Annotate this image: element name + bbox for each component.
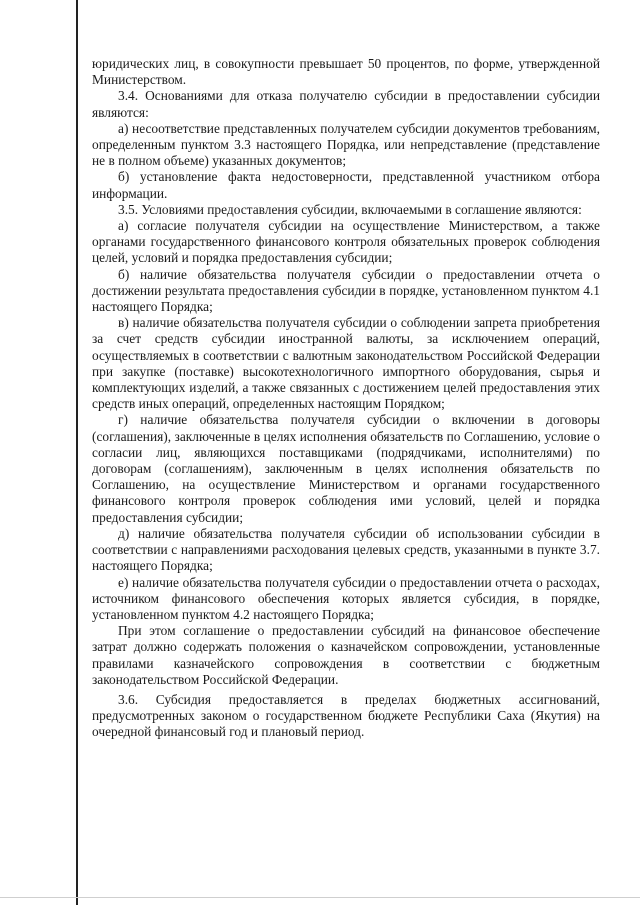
paragraph-3-5-d: д) наличие обязательства получателя субсидии об использовании субсидии в соответствии с направлениями расходования целевых средств, указанными в пункте 3.7. настоящего Порядка; — [92, 525, 600, 574]
document-body — [92, 56, 600, 741]
paragraph-3-6: 3.6. Субсидия предоставляется в пределах бюджетных ассигнований, предусмотренных законом о государственном бюджете Республики Саха (Якутия) на очередной финансовый год и плановый период. — [92, 691, 600, 740]
paragraph-3-5-b: б) наличие обязательства получателя субсидии о предоставлении отчета о достижении результата предоставления субсидии в порядке, установленном пунктом 4.1 настоящего Порядка; — [92, 266, 600, 315]
paragraph-3-4-b: б) установление факта недостоверности, представленной участником отбора информации. — [92, 169, 600, 201]
paragraph-treasury-note: При этом соглашение о предоставлении субсидий на финансовое обеспечение затрат должно содержать положения о казначейском сопровождении, установленные правилами казначейского сопровождения в соответствии с бюджетным законодательством Российской Федерации. — [92, 623, 600, 687]
paragraph-3-5-g: г) наличие обязательства получателя субсидии о включении в договоры (соглашения), заключенные в целях исполнения обязательств по Соглашению, условие о согласии лиц, являющихся поставщиками (подрядчиками, исполнителями) по договорам (соглашениям), заключенным в целях исполнения обязательств по Соглашению, на осуществление Министерством и органами государственного финансового контроля проверок соблюдения ими условий, целей и порядка предоставления субсидии; — [92, 412, 600, 525]
paragraph-3-5-a: а) согласие получателя субсидии на осуществление Министерством, а также органами государственного финансового контроля обязательных проверок соблюдения целей, условий и порядка предоставления субсидии; — [92, 218, 600, 266]
paragraph-3-4-a: а) несоответствие представленных получателем субсидии документов требованиям, определенным пунктом 3.3 настоящего Порядка, или непредставление (представление не в полном объеме) указанных документов; — [92, 120, 600, 169]
paragraph-3-5-v: в) наличие обязательства получателя субсидии о соблюдении запрета приобретения за счет средств субсидии иностранной валюты, за исключением операций, осуществляемых в соответствии с валютным законодательством Российской Федерации при закупке (поставке) высокотехнологичного импортного оборудования, сырья и комплектующих изделий, а также связанных с достижением целей предоставления этих средств иных операций, определенных настоящим Порядком; — [92, 315, 600, 412]
paragraph-3-4: 3.4. Основаниями для отказа получателю субсидии в предоставлении субсидии являются: — [92, 88, 600, 120]
paragraph-3-5-e: е) наличие обязательства получателя субсидии о предоставлении отчета о расходах, источником финансового обеспечения которых является субсидия, в порядке, установленном пунктом 4.2 настоящего Порядка; — [92, 574, 600, 622]
bottom-border-line — [0, 897, 640, 898]
paragraph-continuation: юридических лиц, в совокупности превышает 50 процентов, по форме, утвержденной Министерством. — [92, 56, 600, 88]
paragraph-3-5: 3.5. Условиями предоставления субсидии, включаемыми в соглашение являются: — [118, 201, 582, 217]
left-margin-line — [76, 0, 78, 905]
